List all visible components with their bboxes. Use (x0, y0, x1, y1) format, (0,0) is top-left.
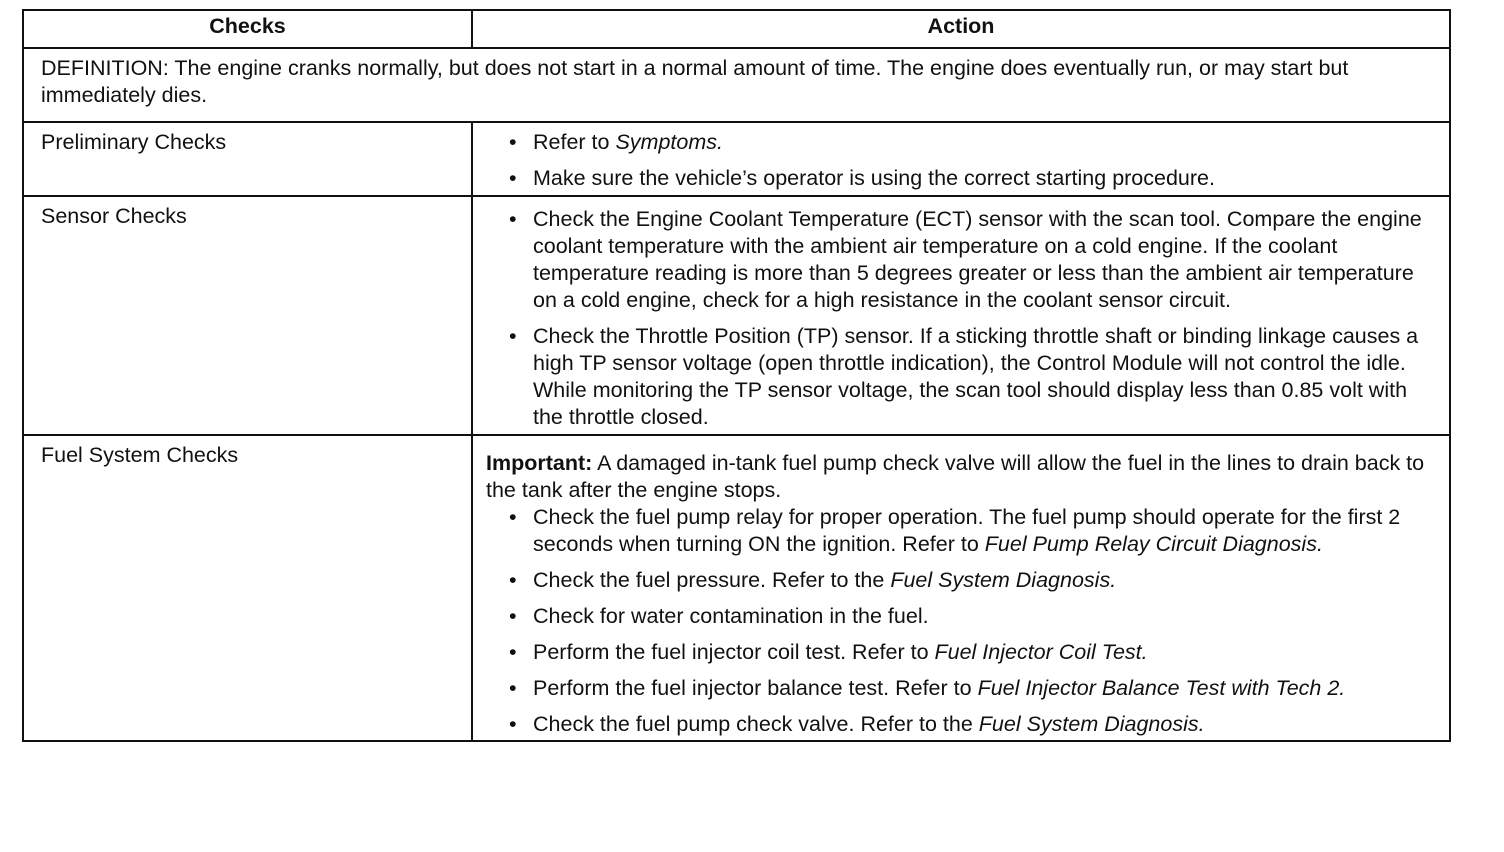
list-item: • Check the fuel pressure. Refer to the Fuel System Diagnosis. (509, 568, 1117, 592)
header-action: Action (472, 10, 1450, 48)
bullet-icon: • (509, 604, 517, 628)
bullet-icon: • (509, 640, 517, 664)
bullet-icon: • (509, 130, 517, 154)
preliminary-label: Preliminary Checks (23, 122, 472, 196)
diagnosis-table (22, 9, 1451, 742)
list-item: • Check the fuel pump check valve. Refer to the Fuel System Diagnosis. (509, 712, 1205, 736)
list-item: • Check for water contamination in the fuel. (509, 604, 929, 628)
bullet-icon: • (509, 207, 517, 231)
header-checks: Checks (23, 10, 472, 48)
header-row (23, 10, 1450, 48)
sensor-actions (472, 196, 1450, 435)
sensor-label: Sensor Checks (23, 196, 472, 435)
definition-row (23, 48, 1450, 122)
cross-reference: Fuel System Diagnosis. (978, 712, 1205, 736)
cross-reference: Fuel Pump Relay Circuit Diagnosis. (984, 532, 1323, 556)
table-row (23, 435, 1450, 741)
list-item: • Make sure the vehicle’s operator is using the correct starting procedure. (509, 166, 1215, 190)
definition-text: DEFINITION: The engine cranks normally, but does not start in a normal amount of time. The engine does eventually run, or may start but immediately dies. (23, 48, 1450, 122)
cross-reference: Fuel Injector Balance Test with Tech 2. (977, 676, 1346, 700)
list-item: • Check the fuel pump relay for proper operation. The fuel pump should operate for the first 2 seconds when turning ON the ignition. Refer to Fuel Pump Relay Circuit Diagnosis. (509, 505, 1401, 556)
cross-reference: Symptoms. (615, 130, 723, 154)
cross-reference: Fuel Injector Coil Test. (934, 640, 1148, 664)
fuel-label: Fuel System Checks (23, 435, 472, 741)
list-item: • Check the Engine Coolant Temperature (ECT) sensor with the scan tool. Compare the engine coolant temperature with the ambient air temperature on a cold engine. If the coolant temperature reading is more than 5 degrees greater or less than the ambient air temperature on a cold engine, check for a high resistance in the coolant sensor circuit. (509, 207, 1422, 312)
list-item: • Check the Throttle Position (TP) sensor. If a sticking throttle shaft or binding linkage causes a high TP sensor voltage (open throttle indication), the Control Module will not control the idle. While monitoring the TP sensor voltage, the scan tool should display less than 0.85 volt with the throttle closed. (509, 324, 1419, 429)
cross-reference: Fuel System Diagnosis. (890, 568, 1117, 592)
table-row (23, 196, 1450, 435)
bullet-icon: • (509, 712, 517, 736)
table-row (23, 122, 1450, 196)
bullet-icon: • (509, 324, 517, 348)
important-note: Important: A damaged in-tank fuel pump check valve will allow the fuel in the lines to drain back to the tank after the engine stops. (486, 451, 1425, 502)
bullet-icon: • (509, 505, 517, 529)
preliminary-actions (472, 122, 1450, 196)
list-item: • Perform the fuel injector balance test. Refer to Fuel Injector Balance Test with Tech 2. (509, 676, 1346, 700)
fuel-actions (472, 435, 1450, 741)
bullet-icon: • (509, 568, 517, 592)
list-item: • Refer to Symptoms. (509, 130, 723, 154)
list-item: • Perform the fuel injector coil test. Refer to Fuel Injector Coil Test. (509, 640, 1148, 664)
bullet-icon: • (509, 676, 517, 700)
bullet-icon: • (509, 166, 517, 190)
